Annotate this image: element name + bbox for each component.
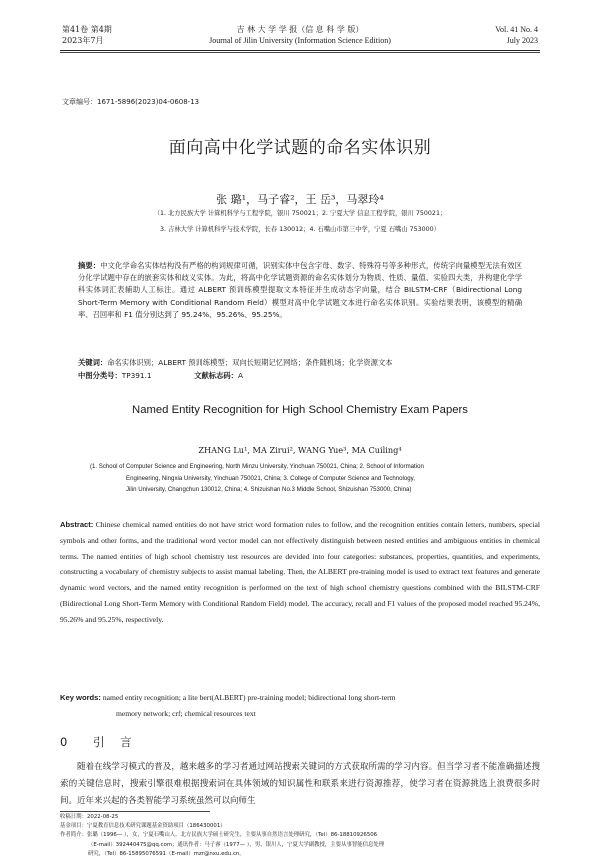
article-number: 文章编号：1671-5896(2023)04-0608-13 <box>62 98 200 106</box>
keywords-cn <box>78 357 522 369</box>
doc-code-value: A <box>237 371 243 380</box>
footnote-rule <box>60 811 210 812</box>
footnote-line: 研究，（Tel）86-15895076591（E-mail）mzr@nxu.edu.cn。 <box>88 850 245 857</box>
keywords-en-label: Key words: <box>60 693 101 702</box>
header-rule-top <box>60 50 540 51</box>
authors-en: ZHANG Lu¹, MA Zirui², WANG Yue³, MA Cuiling⁴ <box>198 445 402 455</box>
affiliation-en-line: Engineering, Ningxia University, Yinchuan 750021, China; 3. College of Computer Science and Technology, <box>126 474 415 482</box>
header-volume: 第41卷 第4期 <box>62 25 112 34</box>
section-title: 引 言 <box>92 735 138 749</box>
journal-name-cn: 吉 林 大 学 学 报（信 息 科 学 版） <box>236 25 364 34</box>
header-vol-en: Vol. 41 No. 4 <box>495 25 538 34</box>
footnotes <box>60 813 540 859</box>
header-date-en: July 2023 <box>506 36 538 45</box>
section-number: 0 <box>60 735 74 749</box>
abstract-en <box>60 517 540 628</box>
section-heading <box>60 734 138 750</box>
footnote-line: （E-mail）392440475@qq.com；通讯作者：马子睿（1977— ），男，银川人，宁夏大学副教授，主要从事智能信息处理 <box>88 841 385 848</box>
body-paragraph: 随着在线学习模式的普及，越来越多的学习者通过网站搜索关键词的方式获取所需的学习内容。但当学习者不能准确描述搜索的关键信息时，搜索引擎很难根据搜索词在具体领域的知识属性和联系来进行资源推荐，使学习者在资源挑选上浪费很多时间。近年来兴起的各类智能学习系统虽然可以向师生 <box>60 762 540 806</box>
abstract-cn-label: 摘要： <box>78 261 101 270</box>
header-rule-bottom <box>60 52 540 53</box>
header-journal-name <box>150 24 450 46</box>
footnote-line: 基金项目：宁夏教育信息技术研究课题基金资助项目（186430001） <box>60 823 226 830</box>
title-cn: 面向高中化学试题的命名实体识别 <box>168 138 432 158</box>
affiliation-cn-line: 3. 吉林大学 计算机科学与技术学院，长春 130012；4. 石嘴山市第三中学，宁夏 石嘴山 753000） <box>160 226 440 233</box>
keywords-en-line: memory network; crf; chemical resources text <box>116 708 256 718</box>
affiliation-cn-line: （1. 北方民族大学 计算机科学与工程学院，银川 750021；2. 宁夏大学 信息工程学院，银川 750021； <box>153 210 447 217</box>
abstract-cn-text: 中文化学命名实体结构没有严格的构词规律可循，识别实体中包含字母、数字、特殊符号等多种形式，传统字向量模型无法有效区分化学试题中存在的嵌套实体和歧义实体。为此，将高中化学试题资源的命名实体划分为物质、性质、量值、实验四大类，并构建化学学科实体词汇表辅助人工标注。通过 ALBERT 预训练模型提取文本特征并生成动态字向量，结合 BILSTM-CRF（Bidirectional Long Short-Term Memory with Conditional Random Field）模型对高中化学试题文本进行命名实体识别。实验结果表明，该模型的精确率、召回率和 F1 值分别达到了 95.24%、95.26%、95.25%。 <box>78 261 523 319</box>
footnote-line: 作者简介：张璐（1996— ），女，宁夏石嘴山人，北方民族大学硕士研究生，主要从事自然语言处理研究，（Tel）86-18810926506 <box>60 832 378 839</box>
doc-code-label: 文献标志码： <box>194 371 238 380</box>
journal-name-en: Journal of Jilin University (Information Science Edition) <box>209 36 391 45</box>
keywords-cn-label: 关键词： <box>78 358 108 367</box>
header-vol-no-en <box>495 24 538 46</box>
clc-value: TP391.1 <box>121 371 152 380</box>
clc-label: 中图分类号： <box>78 371 122 380</box>
affiliations-en <box>90 461 510 496</box>
classification-line <box>78 370 522 382</box>
keywords-en-line: named entity recognition; a lite bert(ALBERT) pre-training model; bidirectional long short-term <box>102 693 396 702</box>
footnote-line: 收稿日期：2022-08-25 <box>60 814 119 820</box>
abstract-en-text: Chinese chemical named entities do not have strict word formation rules to follow, and the recognition entities contain letters, numbers, special symbols and other forms, and the traditional word vector model can not effectively distinguish between nested entities and ambiguous entities in chemical terms. The named entities of high school chemistry test resources are devided into four categories: substances, properties, quantities, and experiments, constructing a vocabulary of chemistry subjects to assist manual labeling. Then, the ALBERT pre-training model is used to extract text features and generate dynamic word vectors, and the named entity recognition is performed on the text of high school chemistry questions combined with the BILSTM-CRF (Bidirectional Long Short-Term Memory with Conditional Random Field) model. The accuracy, recall and F1 values of the proposed model reached 95.24%, 95.26% and 95.25%, respectively. <box>60 520 540 624</box>
keywords-en <box>60 690 540 721</box>
header-date-cn: 2023年7月 <box>62 36 104 45</box>
title-en: Named Entity Recognition for High School Chemistry Exam Papers <box>132 404 468 416</box>
header-volume-issue <box>62 24 112 46</box>
abstract-cn <box>78 260 522 321</box>
abstract-en-label: Abstract: <box>60 520 94 529</box>
authors-cn: 张 璐¹，马子睿²，王 岳³，马翠玲⁴ <box>216 193 384 206</box>
affiliation-en-line: Jilin University, Changchun 130012, China; 4. Shizuishan No.3 Middle School, Shizuishan 753000, China) <box>126 486 412 493</box>
keywords-cn-text: 命名实体识别；ALBERT 预训练模型；双向长短期记忆网络；条件随机场；化学资源文本 <box>107 358 393 367</box>
affiliation-en-line: (1. School of Computer Science and Engineering, North Minzu University, Yinchuan 750021, China; 2. School of Information <box>90 463 424 470</box>
